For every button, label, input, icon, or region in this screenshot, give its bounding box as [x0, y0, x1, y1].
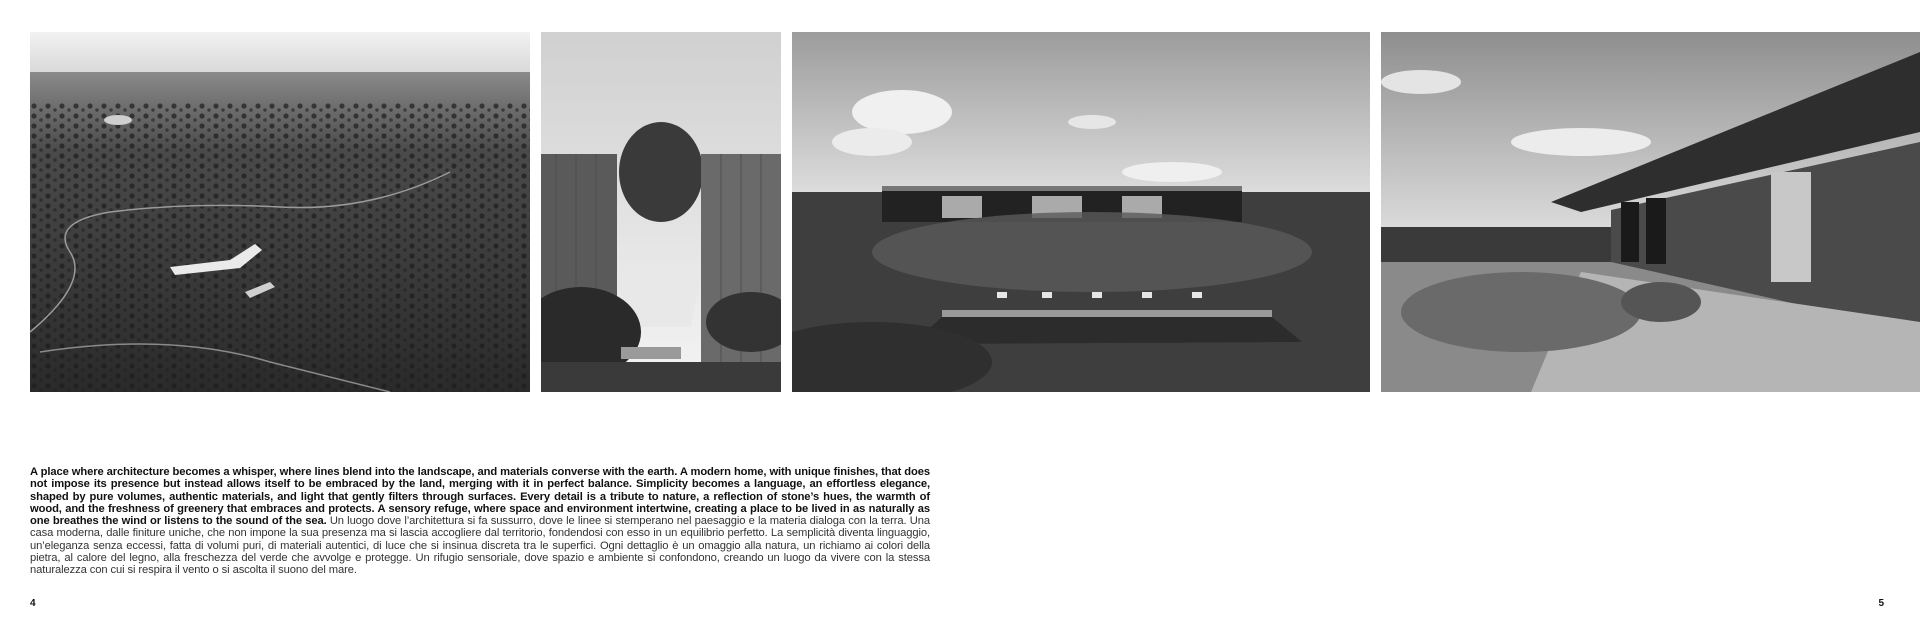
photo-courtyard-entrance: [541, 32, 781, 392]
photo-aerial-landscape: [30, 32, 530, 392]
body-text: [30, 466, 930, 577]
page-number-right: 5: [1878, 598, 1884, 609]
photo-house-with-pool: [792, 32, 1370, 392]
page-number-left: 4: [30, 598, 36, 609]
photo-terrace-facade: [1381, 32, 1920, 392]
italian-text: Un luogo dove l’architettura si fa sussurro, dove le linee si stemperano nel paesaggio e la materia dialoga con la terra. Una casa moderna, dalle finiture uniche, che non impone la sua presenza ma si lascia accogliere dal territorio, fondendosi con esso in un equilibrio perfetto. La semplicità diventa linguaggio, un’eleganza senza eccessi, fatta di volumi puri, di materiali autentici, di luce che si insinua discreta tra le superfici. Ogni dettaglio è un omaggio alla natura, un richiamo ai colori della pietra, al calore del legno, alla freschezza del verde che avvolge e protegge. Un rifugio sensoriale, dove spazio e ambiente si confondono, creando un luogo da vivere con la stessa naturalezza con cui si respira il vento o si ascolta il suono del mare.: [30, 515, 930, 577]
english-text: A place where architecture becomes a whisper, where lines blend into the landscape, and materials converse with the earth. A modern home, with unique finishes, that does not impose its presence but instead allows itself to be embraced by the land, merging with it in perfect balance. Simplicity becomes a language, an effortless elegance, shaped by pure volumes, authentic materials, and light that gently filters through surfaces. Every detail is a tribute to nature, a reflection of stone’s hues, the warmth of wood, and the freshness of greenery that embraces and protects. A sensory refuge, where space and environment intertwine, creating a place to be lived in as naturally as one breathes the wind or listens to the sound of the sea.: [30, 466, 930, 528]
